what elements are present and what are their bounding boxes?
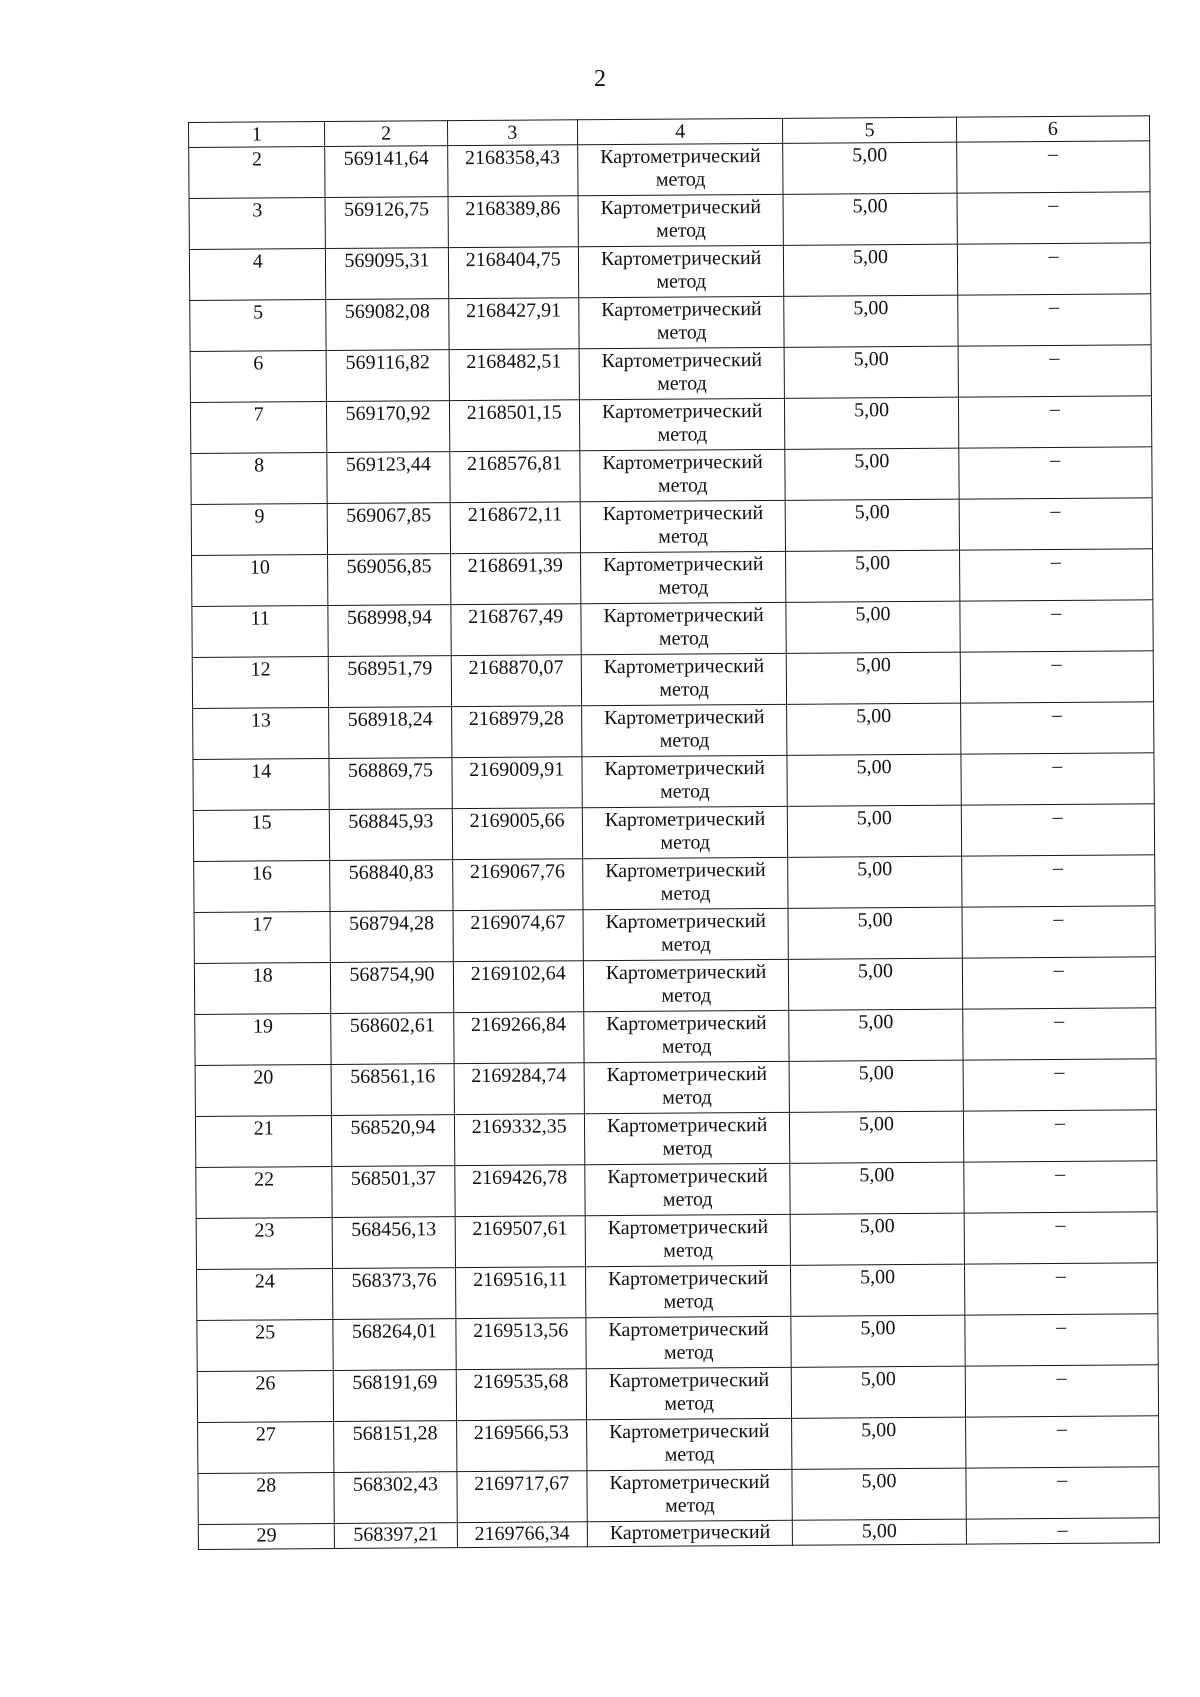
column-header: 4 (577, 118, 783, 144)
accuracy-cell: 5,00 (786, 550, 959, 602)
table-row (194, 906, 1155, 964)
x-coordinate-cell: 568998,94 (328, 605, 451, 657)
y-coordinate-cell: 2169266,84 (453, 1012, 584, 1064)
method-cell: Картометрический метод (581, 653, 787, 705)
accuracy-cell: 5,00 (790, 1111, 963, 1163)
y-coordinate-cell: 2168482,51 (449, 349, 580, 401)
note-cell: – (963, 1161, 1157, 1213)
point-number-cell: 12 (192, 657, 329, 709)
x-coordinate-cell: 568302,43 (334, 1472, 457, 1524)
column-header: 5 (783, 117, 956, 143)
note-cell: – (963, 1110, 1157, 1162)
note-cell: – (962, 906, 1156, 958)
point-number-cell: 29 (198, 1524, 335, 1550)
method-cell: Картометрический метод (583, 959, 789, 1011)
point-number-cell: 8 (191, 453, 328, 505)
accuracy-cell: 5,00 (791, 1264, 964, 1316)
note-cell: – (958, 447, 1152, 499)
x-coordinate-cell: 568754,90 (331, 962, 454, 1014)
method-cell: Картометрический метод (578, 245, 784, 297)
y-coordinate-cell: 2169766,34 (457, 1522, 587, 1548)
x-coordinate-cell: 569082,08 (326, 299, 449, 351)
accuracy-cell: 5,00 (791, 1213, 964, 1265)
x-coordinate-cell: 568840,83 (330, 860, 453, 912)
table-row (189, 243, 1150, 301)
x-coordinate-cell: 569126,75 (325, 197, 448, 249)
table-row (190, 345, 1151, 403)
method-cell: Картометрический метод (587, 1469, 793, 1521)
x-coordinate-cell: 568397,21 (335, 1523, 457, 1549)
y-coordinate-cell: 2169102,64 (453, 961, 584, 1013)
x-coordinate-cell: 568520,94 (332, 1115, 455, 1167)
note-cell: – (956, 141, 1150, 193)
accuracy-cell: 5,00 (788, 907, 961, 959)
x-coordinate-cell: 568151,28 (334, 1421, 457, 1473)
coordinates-table (188, 115, 1160, 1550)
table-row (191, 498, 1152, 556)
y-coordinate-cell: 2168427,91 (448, 298, 579, 350)
x-coordinate-cell: 568845,93 (330, 809, 453, 861)
method-cell: Картометрический (587, 1520, 793, 1546)
method-cell: Картометрический метод (582, 806, 788, 858)
accuracy-cell: 5,00 (792, 1468, 965, 1520)
table-row (197, 1263, 1158, 1321)
note-cell: – (957, 294, 1151, 346)
accuracy-cell: 5,00 (790, 1060, 963, 1112)
x-coordinate-cell: 568869,75 (329, 758, 452, 810)
x-coordinate-cell: 568951,79 (329, 656, 452, 708)
note-cell: – (964, 1314, 1158, 1366)
x-coordinate-cell: 569141,64 (325, 146, 448, 198)
accuracy-cell: 5,00 (784, 295, 957, 347)
point-number-cell: 28 (198, 1473, 335, 1525)
point-number-cell: 14 (193, 759, 330, 811)
method-cell: Картометрический метод (586, 1418, 792, 1470)
x-coordinate-cell: 569170,92 (327, 401, 450, 453)
point-number-cell: 4 (189, 249, 326, 301)
table-row (196, 1161, 1157, 1219)
method-cell: Картометрический метод (583, 908, 789, 960)
point-number-cell: 11 (192, 606, 329, 658)
x-coordinate-cell: 568794,28 (330, 911, 453, 963)
accuracy-cell: 5,00 (789, 1009, 962, 1061)
y-coordinate-cell: 2169067,76 (452, 859, 583, 911)
note-cell: – (962, 957, 1156, 1009)
column-header: 2 (325, 121, 447, 147)
point-number-cell: 22 (196, 1167, 333, 1219)
method-cell: Картометрический метод (580, 449, 786, 501)
x-coordinate-cell: 569123,44 (327, 452, 450, 504)
accuracy-cell: 5,00 (787, 754, 960, 806)
note-cell: – (957, 192, 1151, 244)
accuracy-cell: 5,00 (784, 193, 957, 245)
table-row (198, 1467, 1159, 1525)
accuracy-cell: 5,00 (785, 397, 958, 449)
y-coordinate-cell: 2169507,61 (455, 1216, 586, 1268)
note-cell: – (960, 702, 1154, 754)
table-row (192, 600, 1153, 658)
method-cell: Картометрический метод (580, 500, 786, 552)
accuracy-cell: 5,00 (786, 499, 959, 551)
point-number-cell: 2 (189, 147, 326, 199)
point-number-cell: 24 (197, 1269, 334, 1321)
method-cell: Картометрический метод (585, 1163, 791, 1215)
note-cell: – (966, 1518, 1160, 1544)
table-row (194, 957, 1155, 1015)
y-coordinate-cell: 2168767,49 (450, 604, 581, 656)
method-cell: Картометрический метод (579, 296, 785, 348)
note-cell: – (965, 1365, 1159, 1417)
coordinates-sheet (188, 115, 1160, 1550)
table-row (194, 855, 1155, 913)
point-number-cell: 19 (195, 1014, 332, 1066)
y-coordinate-cell: 2168672,11 (450, 502, 581, 554)
method-cell: Картометрический метод (586, 1316, 792, 1368)
column-header: 6 (956, 116, 1150, 142)
x-coordinate-cell: 568373,76 (333, 1268, 456, 1320)
x-coordinate-cell: 568602,61 (331, 1013, 454, 1065)
table-row (190, 294, 1151, 352)
x-coordinate-cell: 568456,13 (333, 1217, 456, 1269)
table-row (190, 396, 1151, 454)
note-cell: – (963, 1059, 1157, 1111)
y-coordinate-cell: 2168691,39 (450, 553, 581, 605)
table-row (195, 1059, 1156, 1117)
x-coordinate-cell: 568561,16 (331, 1064, 454, 1116)
column-header: 3 (447, 120, 577, 146)
point-number-cell: 10 (192, 555, 329, 607)
method-cell: Картометрический метод (585, 1214, 791, 1266)
method-cell: Картометрический метод (580, 551, 786, 603)
note-cell: – (965, 1416, 1159, 1468)
y-coordinate-cell: 2168404,75 (448, 247, 579, 299)
table-row (195, 1008, 1156, 1066)
accuracy-cell: 5,00 (787, 703, 960, 755)
method-cell: Картометрический метод (581, 704, 787, 756)
y-coordinate-cell: 2169005,66 (452, 808, 583, 860)
note-cell: – (961, 804, 1155, 856)
point-number-cell: 13 (193, 708, 330, 760)
table-row (197, 1365, 1158, 1423)
accuracy-cell: 5,00 (789, 958, 962, 1010)
method-cell: Картометрический метод (579, 398, 785, 450)
accuracy-cell: 5,00 (786, 601, 959, 653)
method-cell: Картометрический метод (581, 602, 787, 654)
accuracy-cell: 5,00 (785, 448, 958, 500)
column-header: 1 (189, 122, 326, 148)
table-row (193, 804, 1154, 862)
y-coordinate-cell: 2169717,67 (456, 1471, 587, 1523)
method-cell: Картометрический метод (578, 194, 784, 246)
accuracy-cell: 5,00 (785, 346, 958, 398)
table-row (189, 141, 1150, 199)
table-row (192, 651, 1153, 709)
y-coordinate-cell: 2168389,86 (448, 196, 579, 248)
accuracy-cell: 5,00 (792, 1366, 965, 1418)
point-number-cell: 20 (195, 1065, 332, 1117)
note-cell: – (959, 600, 1153, 652)
method-cell: Картометрический метод (578, 143, 784, 195)
note-cell: – (960, 651, 1154, 703)
y-coordinate-cell: 2169566,53 (456, 1420, 587, 1472)
point-number-cell: 27 (198, 1422, 335, 1474)
point-number-cell: 6 (190, 351, 327, 403)
accuracy-cell: 5,00 (784, 244, 957, 296)
x-coordinate-cell: 569056,85 (328, 554, 451, 606)
method-cell: Картометрический метод (579, 347, 785, 399)
y-coordinate-cell: 2168358,43 (447, 145, 578, 197)
point-number-cell: 3 (189, 198, 326, 250)
x-coordinate-cell: 569067,85 (328, 503, 451, 555)
note-cell: – (965, 1467, 1159, 1519)
y-coordinate-cell: 2169074,67 (453, 910, 584, 962)
accuracy-cell: 5,00 (792, 1417, 965, 1469)
point-number-cell: 5 (190, 300, 327, 352)
x-coordinate-cell: 569095,31 (326, 248, 449, 300)
x-coordinate-cell: 569116,82 (327, 350, 450, 402)
point-number-cell: 17 (194, 912, 331, 964)
table-row (193, 702, 1154, 760)
y-coordinate-cell: 2169009,91 (452, 757, 583, 809)
y-coordinate-cell: 2168501,15 (449, 400, 580, 452)
table-row (198, 1416, 1159, 1474)
point-number-cell: 21 (195, 1116, 332, 1168)
note-cell: – (959, 549, 1153, 601)
table-row (192, 549, 1153, 607)
table-row (196, 1212, 1157, 1270)
point-number-cell: 23 (196, 1218, 333, 1270)
accuracy-cell: 5,00 (788, 856, 961, 908)
method-cell: Картометрический метод (586, 1367, 792, 1419)
note-cell: – (964, 1263, 1158, 1315)
accuracy-cell: 5,00 (783, 142, 956, 194)
note-cell: – (959, 498, 1153, 550)
method-cell: Картометрический метод (585, 1265, 791, 1317)
accuracy-cell: 5,00 (790, 1162, 963, 1214)
x-coordinate-cell: 568918,24 (329, 707, 452, 759)
y-coordinate-cell: 2169513,56 (455, 1318, 586, 1370)
x-coordinate-cell: 568264,01 (333, 1319, 456, 1371)
method-cell: Картометрический метод (584, 1061, 790, 1113)
table-row (191, 447, 1152, 505)
y-coordinate-cell: 2168870,07 (451, 655, 582, 707)
point-number-cell: 26 (197, 1371, 334, 1423)
accuracy-cell: 5,00 (791, 1315, 964, 1367)
note-cell: – (964, 1212, 1158, 1264)
y-coordinate-cell: 2169284,74 (454, 1063, 585, 1115)
method-cell: Картометрический метод (583, 857, 789, 909)
method-cell: Картометрический метод (584, 1112, 790, 1164)
point-number-cell: 9 (191, 504, 328, 556)
y-coordinate-cell: 2169426,78 (454, 1165, 585, 1217)
x-coordinate-cell: 568501,37 (332, 1166, 455, 1218)
y-coordinate-cell: 2168576,81 (449, 451, 580, 503)
table-row (195, 1110, 1156, 1168)
note-cell: – (958, 345, 1152, 397)
point-number-cell: 16 (194, 861, 331, 913)
point-number-cell: 15 (193, 810, 330, 862)
point-number-cell: 25 (197, 1320, 334, 1372)
accuracy-cell: 5,00 (793, 1519, 966, 1545)
x-coordinate-cell: 568191,69 (334, 1370, 457, 1422)
note-cell: – (961, 855, 1155, 907)
y-coordinate-cell: 2168979,28 (451, 706, 582, 758)
y-coordinate-cell: 2169535,68 (456, 1369, 587, 1421)
accuracy-cell: 5,00 (787, 652, 960, 704)
method-cell: Картометрический метод (584, 1010, 790, 1062)
y-coordinate-cell: 2169516,11 (455, 1267, 586, 1319)
point-number-cell: 18 (194, 963, 331, 1015)
table-row (197, 1314, 1158, 1372)
method-cell: Картометрический метод (582, 755, 788, 807)
y-coordinate-cell: 2169332,35 (454, 1114, 585, 1166)
note-cell: – (957, 243, 1151, 295)
note-cell: – (962, 1008, 1156, 1060)
table-row (198, 1518, 1159, 1550)
page-number: 2 (594, 66, 606, 92)
note-cell: – (960, 753, 1154, 805)
table-row (189, 192, 1150, 250)
table-row (193, 753, 1154, 811)
note-cell: – (958, 396, 1152, 448)
accuracy-cell: 5,00 (788, 805, 961, 857)
point-number-cell: 7 (190, 402, 327, 454)
